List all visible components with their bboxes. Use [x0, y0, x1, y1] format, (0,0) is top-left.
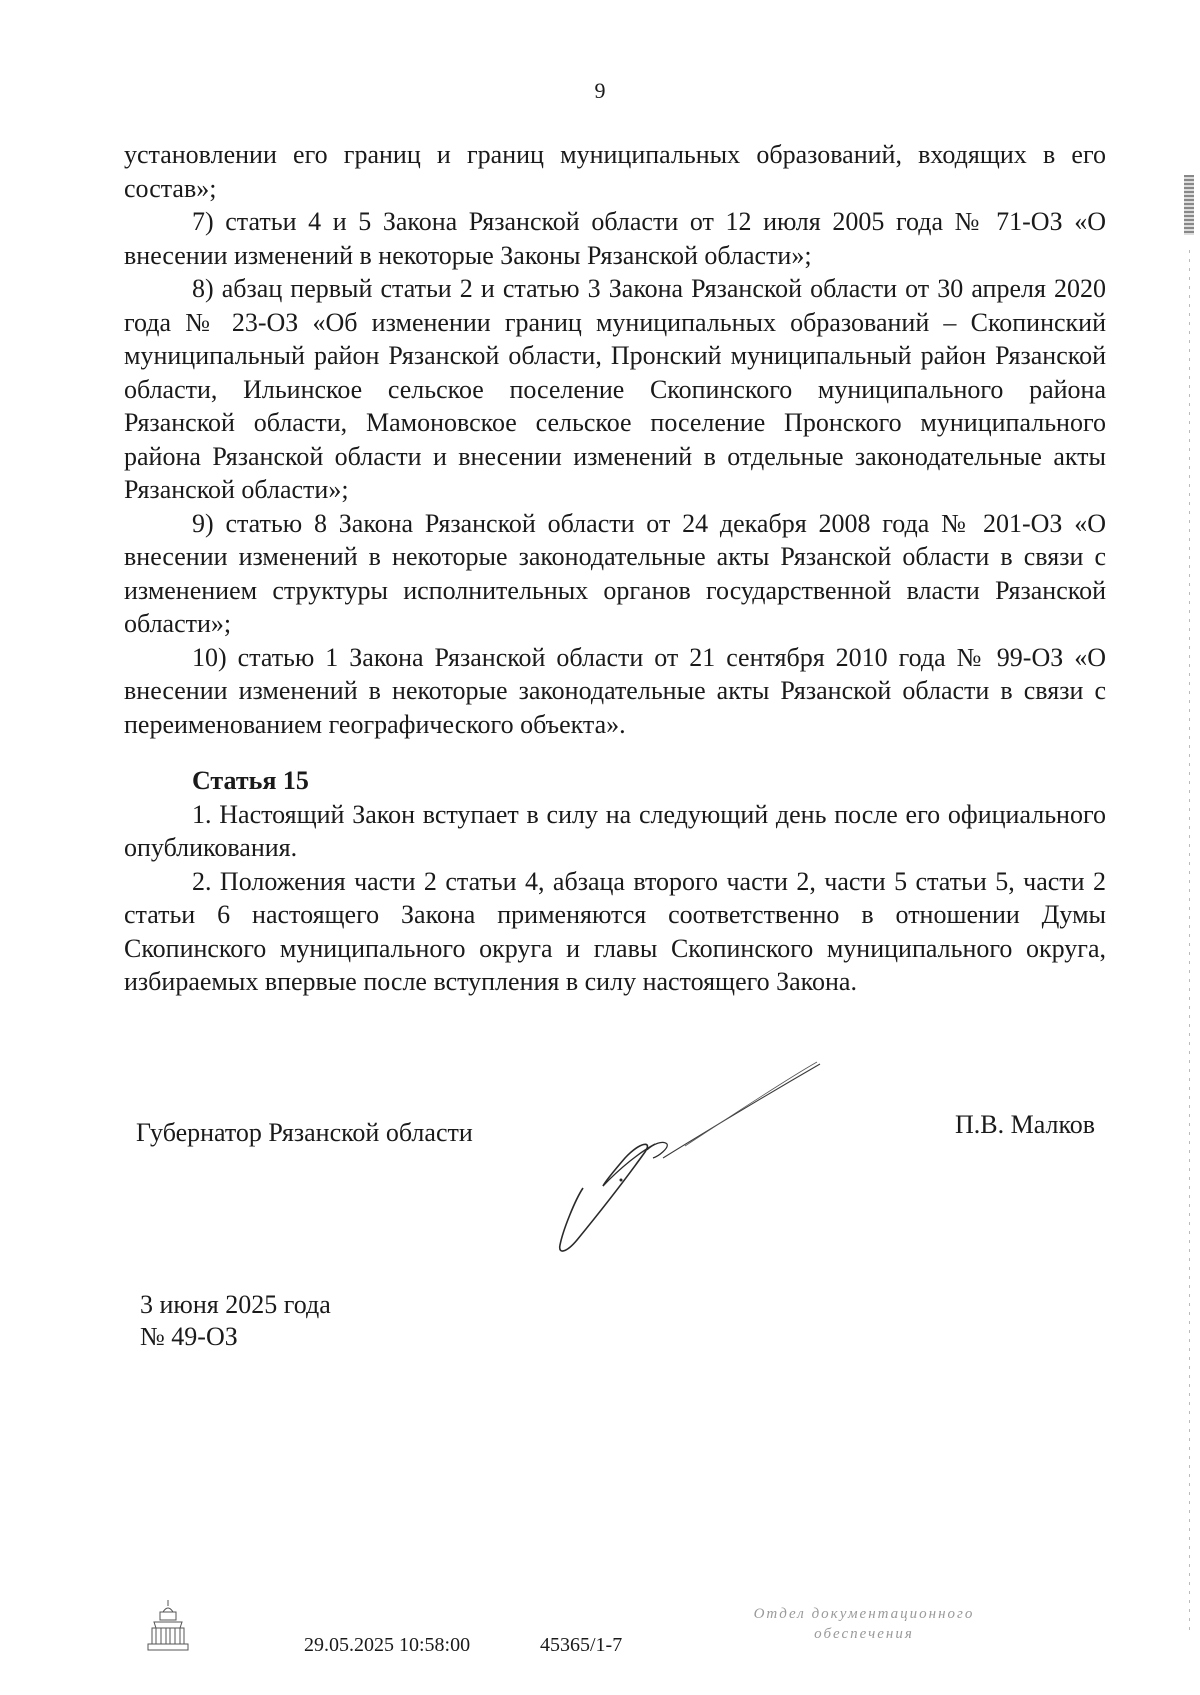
signatory-name: П.В. Малков	[955, 1110, 1096, 1139]
law-date: 3 июня 2025 года	[140, 1290, 331, 1319]
paragraph-item-7: 7) статьи 4 и 5 Закона Рязанской области от 12 июля 2005 года № 71-ОЗ «О внесении изменений в некоторые Законы Рязанской области»;	[124, 207, 1106, 270]
department-stamp-line-1: Отдел документационного	[753, 1606, 975, 1622]
signature	[555, 1040, 895, 1260]
paragraph-item-8: 8) абзац первый статьи 2 и статью 3 Закона Рязанской области от 30 апреля 2020 года № 23-ОЗ «Об изменении границ муниципальных образований – Скопинский муниципальный район Рязанской области, Пронский муниципальный район Рязанской области, Ильинское сельское поселение Скопинского муниципального района Рязанской области, Мамоновское сельское поселение Пронского муниципального района Рязанской области и внесении изменений в отдельные законодательные акты Рязанской области»;	[124, 274, 1106, 504]
signatory-position: Губернатор Рязанской области	[136, 1118, 473, 1147]
paragraph-item-10: 10) статью 1 Закона Рязанской области от 21 сентября 2010 года № 99-ОЗ «О внесении изменений в некоторые законодательные акты Рязанской области в связи с переименованием географического объекта».	[124, 642, 1106, 739]
article-item-2: 2. Положения части 2 статьи 4, абзаца второго части 2, части 5 статьи 5, части 2 статьи 6 настоящего Закона применяются соответственно в отношении Думы Скопинского муниципального округа и главы Скопинского муниципального округа, избираемых впервые после вступления в силу настоящего Закона.	[124, 866, 1106, 996]
paragraph-continuation: установлении его границ и границ муниципальных образований, входящих в его состав»;	[124, 140, 1106, 203]
department-stamp-line-2: обеспечения	[814, 1626, 914, 1642]
footer-reg-number: 45365/1-7	[540, 1634, 623, 1656]
building-emblem-icon	[146, 1598, 190, 1654]
page-number: 9	[594, 78, 606, 103]
article-15	[124, 764, 1106, 999]
scan-edge-line	[1189, 250, 1190, 1630]
department-stamp	[714, 1604, 1014, 1644]
law-number: № 49-ОЗ	[140, 1322, 238, 1351]
article-title: Статья 15	[192, 766, 309, 795]
scan-edge-mark	[1184, 175, 1194, 235]
paragraph-item-9: 9) статью 8 Закона Рязанской области от 24 декабря 2008 года № 201-ОЗ «О внесении изменений в некоторые законодательные акты Рязанской области в связи с изменением структуры исполнительных органов государственной власти Рязанской области»;	[124, 508, 1106, 638]
body-text	[124, 138, 1106, 741]
article-item-1: 1. Настоящий Закон вступает в силу на следующий день после его официального опубликования.	[124, 799, 1106, 862]
footer-timestamp: 29.05.2025 10:58:00	[304, 1634, 471, 1656]
